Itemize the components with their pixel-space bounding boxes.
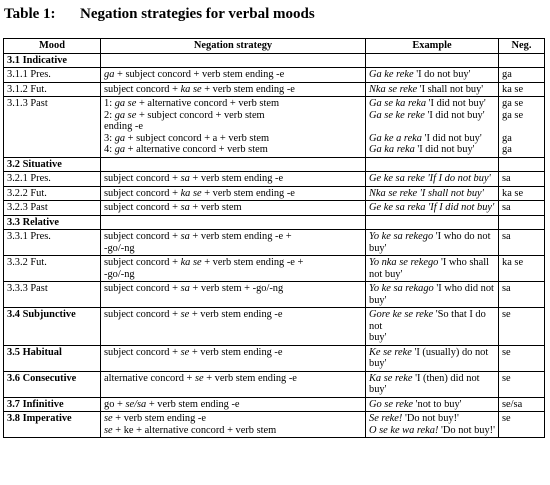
neg-cell-line: ga	[502, 69, 512, 80]
neg-cell-line: sa	[502, 202, 511, 213]
header-neg: Neg.	[499, 39, 545, 54]
neg-cell-line: ka se	[502, 187, 524, 199]
strategy-cell	[101, 68, 366, 83]
neg-cell	[499, 97, 545, 158]
strategy-cell	[101, 256, 366, 282]
example-cell-line: Ge ke sa reka 'If I did not buy'	[369, 202, 495, 213]
example-cell	[366, 230, 499, 256]
neg-cell-line: sa	[502, 173, 511, 184]
mood-cell: 3.8 Imperative	[4, 412, 101, 438]
mood-cell: 3.1 Indicative	[4, 53, 101, 68]
example-cell	[366, 82, 499, 97]
neg-cell-line	[502, 425, 541, 437]
example-cell	[366, 201, 499, 216]
strategy-cell-line: ga + subject concord + verb stem ending -e	[104, 69, 285, 80]
neg-cell-line	[502, 121, 541, 133]
strategy-cell	[101, 157, 366, 172]
example-cell-line: Ga ke a reka 'I did not buy'	[369, 132, 482, 144]
table-row	[4, 371, 545, 397]
strategy-cell	[101, 215, 366, 230]
table-row	[4, 308, 545, 346]
neg-cell-line: se	[502, 346, 511, 358]
example-cell	[366, 215, 499, 230]
strategy-cell	[101, 201, 366, 216]
header-mood: Mood	[4, 39, 101, 54]
strategy-cell-line: 3: ga + subject concord + a + verb stem	[104, 132, 270, 144]
mood-cell: 3.1.1 Pres.	[4, 68, 101, 83]
example-cell	[366, 68, 499, 83]
example-cell	[366, 97, 499, 158]
section-row	[4, 53, 545, 68]
example-cell-line: buy'	[369, 242, 387, 254]
example-cell-line: Se reke! 'Do not buy!'	[369, 413, 459, 424]
table-row	[4, 345, 545, 371]
table-row	[4, 186, 545, 201]
example-cell-line: Yo ke sa rekego 'I who do not	[369, 231, 491, 242]
strategy-cell-line: se + verb stem ending -e	[104, 413, 206, 424]
strategy-cell-line: 1: ga se + alternative concord + verb stem	[104, 98, 280, 109]
example-cell-line: Ke se reke 'I (usually) do not	[369, 346, 489, 358]
example-cell-line: Nka se reke 'I shall not buy'	[369, 83, 484, 95]
neg-cell	[499, 256, 545, 282]
mood-cell: 3.2.1 Pres.	[4, 172, 101, 187]
table-caption-label: Table 1:	[4, 6, 56, 22]
neg-cell-line: se	[502, 309, 511, 320]
section-row	[4, 215, 545, 230]
example-cell-line: Yo nka se rekego 'I who shall	[369, 257, 490, 268]
example-cell-line: Ga se ka reka 'I did not buy'	[369, 98, 486, 109]
mood-cell: 3.2.2 Fut.	[4, 186, 101, 201]
example-cell-line: Go se reke 'not to buy'	[369, 398, 462, 410]
strategy-cell	[101, 412, 366, 438]
table-row	[4, 68, 545, 83]
example-cell	[366, 412, 499, 438]
strategy-cell-line: subject concord + ka se + verb stem ending -e +	[104, 257, 304, 268]
neg-cell-line: se	[502, 413, 511, 424]
table-row	[4, 397, 545, 412]
mood-cell: 3.1.2 Fut.	[4, 82, 101, 97]
strategy-cell-line: -go/-ng	[104, 242, 135, 254]
header-example: Example	[366, 39, 499, 54]
example-cell	[366, 345, 499, 371]
example-cell-line: Gore ke se reke 'So that I do not	[369, 309, 486, 332]
mood-cell: 3.3 Relative	[4, 215, 101, 230]
example-cell-line: not buy'	[369, 268, 403, 280]
table-row	[4, 230, 545, 256]
example-cell	[366, 172, 499, 187]
strategy-cell-line: -go/-ng	[104, 268, 135, 280]
neg-cell	[499, 230, 545, 256]
strategy-cell-line: subject concord + ka se + verb stem ending -e	[104, 83, 295, 95]
example-cell	[366, 157, 499, 172]
table-caption-text: Negation strategies for verbal moods	[80, 6, 315, 22]
table-row	[4, 412, 545, 438]
example-cell	[366, 371, 499, 397]
example-cell-line: buy'	[369, 294, 387, 306]
mood-cell: 3.1.3 Past	[4, 97, 101, 158]
neg-cell-line: se	[502, 372, 511, 384]
strategy-cell-line: subject concord + ka se + verb stem ending -e	[104, 187, 295, 199]
example-cell-line	[369, 121, 495, 133]
table-body	[4, 53, 545, 438]
example-cell	[366, 308, 499, 346]
neg-cell-line: ga	[502, 144, 512, 155]
neg-cell	[499, 53, 545, 68]
strategy-cell-line: subject concord + sa + verb stem ending -e +	[104, 231, 292, 242]
strategy-cell	[101, 397, 366, 412]
example-cell-line: buy'	[369, 358, 387, 369]
strategy-cell-line: 2: ga se + subject concord + verb stem	[104, 109, 265, 121]
mood-cell: 3.3.2 Fut.	[4, 256, 101, 282]
strategy-cell-line: subject concord + se + verb stem ending -e	[104, 309, 283, 320]
strategy-cell	[101, 53, 366, 68]
table-caption	[4, 6, 315, 23]
strategy-cell-line: subject concord + sa + verb stem + -go/-ng	[104, 283, 284, 294]
neg-cell	[499, 412, 545, 438]
strategy-cell	[101, 345, 366, 371]
strategy-cell-line: subject concord + se + verb stem ending -e	[104, 346, 283, 358]
neg-cell-line: ga se	[502, 98, 524, 109]
strategy-cell	[101, 282, 366, 308]
strategy-cell-line: 4: ga + alternative concord + verb stem	[104, 144, 268, 155]
table-row	[4, 97, 545, 158]
example-cell	[366, 397, 499, 412]
example-cell-line: buy'	[369, 332, 387, 343]
example-cell	[366, 282, 499, 308]
mood-cell: 3.5 Habitual	[4, 345, 101, 371]
strategy-cell-line: go + se/sa + verb stem ending -e	[104, 398, 240, 410]
negation-table	[3, 38, 545, 438]
table-row	[4, 256, 545, 282]
strategy-cell	[101, 172, 366, 187]
table-header-row	[4, 39, 545, 54]
example-cell-line: Ga ke reke 'I do not buy'	[369, 69, 471, 80]
mood-cell: 3.7 Infinitive	[4, 397, 101, 412]
neg-cell	[499, 397, 545, 412]
table-row	[4, 201, 545, 216]
strategy-cell-line: ending -e	[104, 121, 143, 132]
strategy-cell	[101, 371, 366, 397]
strategy-cell	[101, 186, 366, 201]
neg-cell	[499, 157, 545, 172]
example-cell	[366, 186, 499, 201]
mood-cell: 3.6 Consecutive	[4, 371, 101, 397]
table-row	[4, 172, 545, 187]
strategy-cell-line: subject concord + sa + verb stem	[104, 202, 242, 213]
section-row	[4, 157, 545, 172]
example-cell-line: Ka se reke 'I (then) did not buy'	[369, 372, 480, 395]
neg-cell	[499, 345, 545, 371]
neg-cell-line: ga se	[502, 109, 524, 121]
neg-cell	[499, 308, 545, 346]
strategy-cell-line: subject concord + sa + verb stem ending -e	[104, 173, 284, 184]
neg-cell-line: ka se	[502, 83, 524, 95]
table-row	[4, 282, 545, 308]
strategy-cell	[101, 97, 366, 158]
example-cell	[366, 256, 499, 282]
neg-cell	[499, 68, 545, 83]
neg-cell	[499, 201, 545, 216]
neg-cell	[499, 82, 545, 97]
neg-cell	[499, 215, 545, 230]
table-row	[4, 82, 545, 97]
header-strategy: Negation strategy	[101, 39, 366, 54]
example-cell-line: Ga ka reka 'I did not buy'	[369, 144, 475, 155]
mood-cell: 3.2.3 Past	[4, 201, 101, 216]
example-cell	[366, 53, 499, 68]
strategy-cell-line: alternative concord + se + verb stem ending -e	[104, 372, 297, 384]
example-cell-line: O se ke wa reka! 'Do not buy!'	[369, 424, 495, 436]
neg-cell	[499, 186, 545, 201]
example-cell-line: Nka se reke 'I shall not buy'	[369, 187, 484, 199]
strategy-cell-line: se + ke + alternative concord + verb stem	[104, 424, 277, 436]
neg-cell	[499, 371, 545, 397]
strategy-cell	[101, 308, 366, 346]
neg-cell-line: ka se	[502, 257, 524, 268]
neg-cell-line: sa	[502, 231, 511, 242]
neg-cell-line: ga	[502, 132, 512, 144]
strategy-cell	[101, 82, 366, 97]
mood-cell: 3.3.3 Past	[4, 282, 101, 308]
neg-cell	[499, 282, 545, 308]
mood-cell: 3.2 Situative	[4, 157, 101, 172]
neg-cell	[499, 172, 545, 187]
neg-cell-line: sa	[502, 283, 511, 294]
example-cell-line: Ge ke sa reke 'If I do not buy'	[369, 173, 491, 184]
strategy-cell	[101, 230, 366, 256]
example-cell-line: Ga se ke reke 'I did not buy'	[369, 109, 485, 121]
example-cell-line: Yo ke sa rekago 'I who did not	[369, 283, 494, 294]
mood-cell: 3.3.1 Pres.	[4, 230, 101, 256]
neg-cell-line: se/sa	[502, 398, 523, 410]
mood-cell: 3.4 Subjunctive	[4, 308, 101, 346]
